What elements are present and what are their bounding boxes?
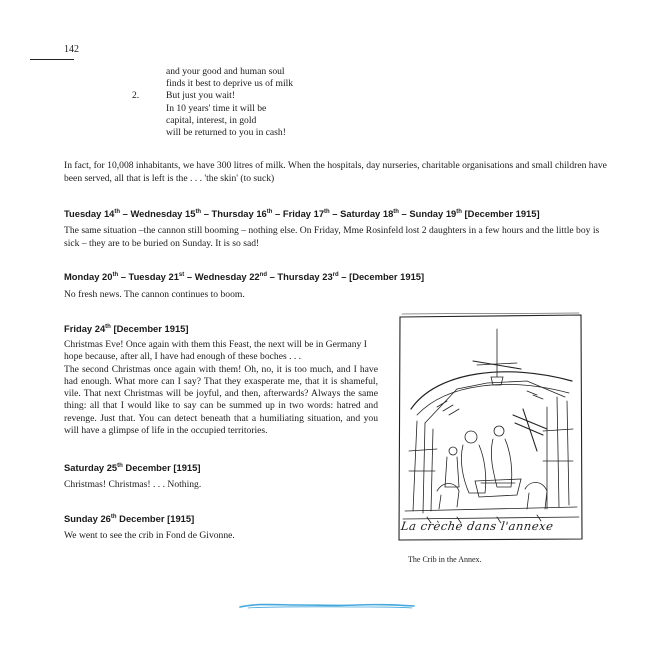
blue-scribble xyxy=(238,598,418,610)
poem-line-text: capital, interest, in gold xyxy=(166,114,257,126)
entry-heading: Monday 20th – Tuesday 21st – Wednesday 22nd – Thursday 23rd – [December 1915] xyxy=(64,271,425,282)
ordinal-suffix: th xyxy=(393,208,399,215)
ordinal-suffix: th xyxy=(114,208,121,215)
entry-heading: Tuesday 14th – Wednesday 15th – Thursday 16th – Friday 17th – Saturday 18th – Sunday 19th [December 1915] xyxy=(64,208,540,219)
ordinal-suffix: th xyxy=(324,208,330,215)
ordinal-suffix: th xyxy=(105,323,111,330)
poem-line-text: But just you wait! xyxy=(166,90,236,102)
entry-heading: Sunday 26th December [1915] xyxy=(64,513,195,524)
poem-line xyxy=(166,127,293,139)
ordinal-suffix: th xyxy=(195,208,202,215)
ordinal-suffix: st xyxy=(178,271,185,278)
entry-heading: Saturday 25th December [1915] xyxy=(64,462,201,473)
poem-line-text: In 10 years' time it will be xyxy=(166,102,267,114)
crib-sketch xyxy=(397,311,584,544)
sketch-frame xyxy=(399,315,582,540)
ordinal-suffix: th xyxy=(266,208,273,215)
ordinal-suffix: th xyxy=(117,462,123,469)
ordinal-suffix: nd xyxy=(259,271,267,278)
entry-body: The same situation –the cannon still booming – nothing else. On Friday, Mme Rosinfeld lost 2 daughters in a few hours and the little boy is sick – they are to be buried on Sunday. It is so sad! xyxy=(64,225,600,249)
intro-paragraph: In fact, for 10,008 inhabitants, we have 300 litres of milk. When the hospitals, day nurseries, charitable organisations and small children have been served, all that is left is the . . . 'the skin' (to suck) xyxy=(64,160,607,184)
entry-body: Christmas! Christmas! . . . Nothing. xyxy=(64,479,202,490)
ordinal-suffix: th xyxy=(112,271,119,278)
ordinal-suffix: th xyxy=(456,208,462,215)
entry-body xyxy=(64,339,378,437)
entry-body: We went to see the crib in Fond de Givonne. xyxy=(64,530,235,541)
entry-heading: Friday 24th [December 1915] xyxy=(64,323,189,334)
ordinal-suffix: th xyxy=(110,513,117,520)
figure-caption: The Crib in the Annex. xyxy=(408,555,482,564)
page-number: 142 xyxy=(64,44,79,55)
entry-paragraph: The second Christmas once again with them! Oh, no, it is too much, and I have had enough. What more can I say? That they exasperate me, that it is shameful, vile. That next Christmas will be joyful, and then, afterwards? Always the same thing: all that I would like to say can be summed up in two words: hatred and revenge. Just that. You can detect beneath that a humiliating situation, and you will have a glimpse of life in the occupied territories. xyxy=(64,363,378,437)
handwritten-label: La crèche dans l'annexe xyxy=(400,519,555,533)
poem-line xyxy=(166,66,293,78)
page-rule xyxy=(30,59,74,60)
poem-line-text: finds it best to deprive us of milk xyxy=(166,78,294,90)
poem-line xyxy=(166,78,293,90)
poem xyxy=(132,66,294,139)
poem-line-text: will be returned to you in cash! xyxy=(166,127,286,139)
entry-body: No fresh news. The cannon continues to boom. xyxy=(64,289,245,300)
poem-line-number: 2. xyxy=(132,90,140,102)
ordinal-suffix: rd xyxy=(332,271,339,278)
poem-line xyxy=(166,115,293,127)
poem-line-text: and your good and human soul xyxy=(166,66,285,77)
poem-line xyxy=(132,90,293,102)
poem-line xyxy=(166,103,293,115)
entry-paragraph: Christmas Eve! Once again with them this Feast, the next will be in Germany I hope because, after all, I have had enough of these boches . . . xyxy=(64,339,367,363)
